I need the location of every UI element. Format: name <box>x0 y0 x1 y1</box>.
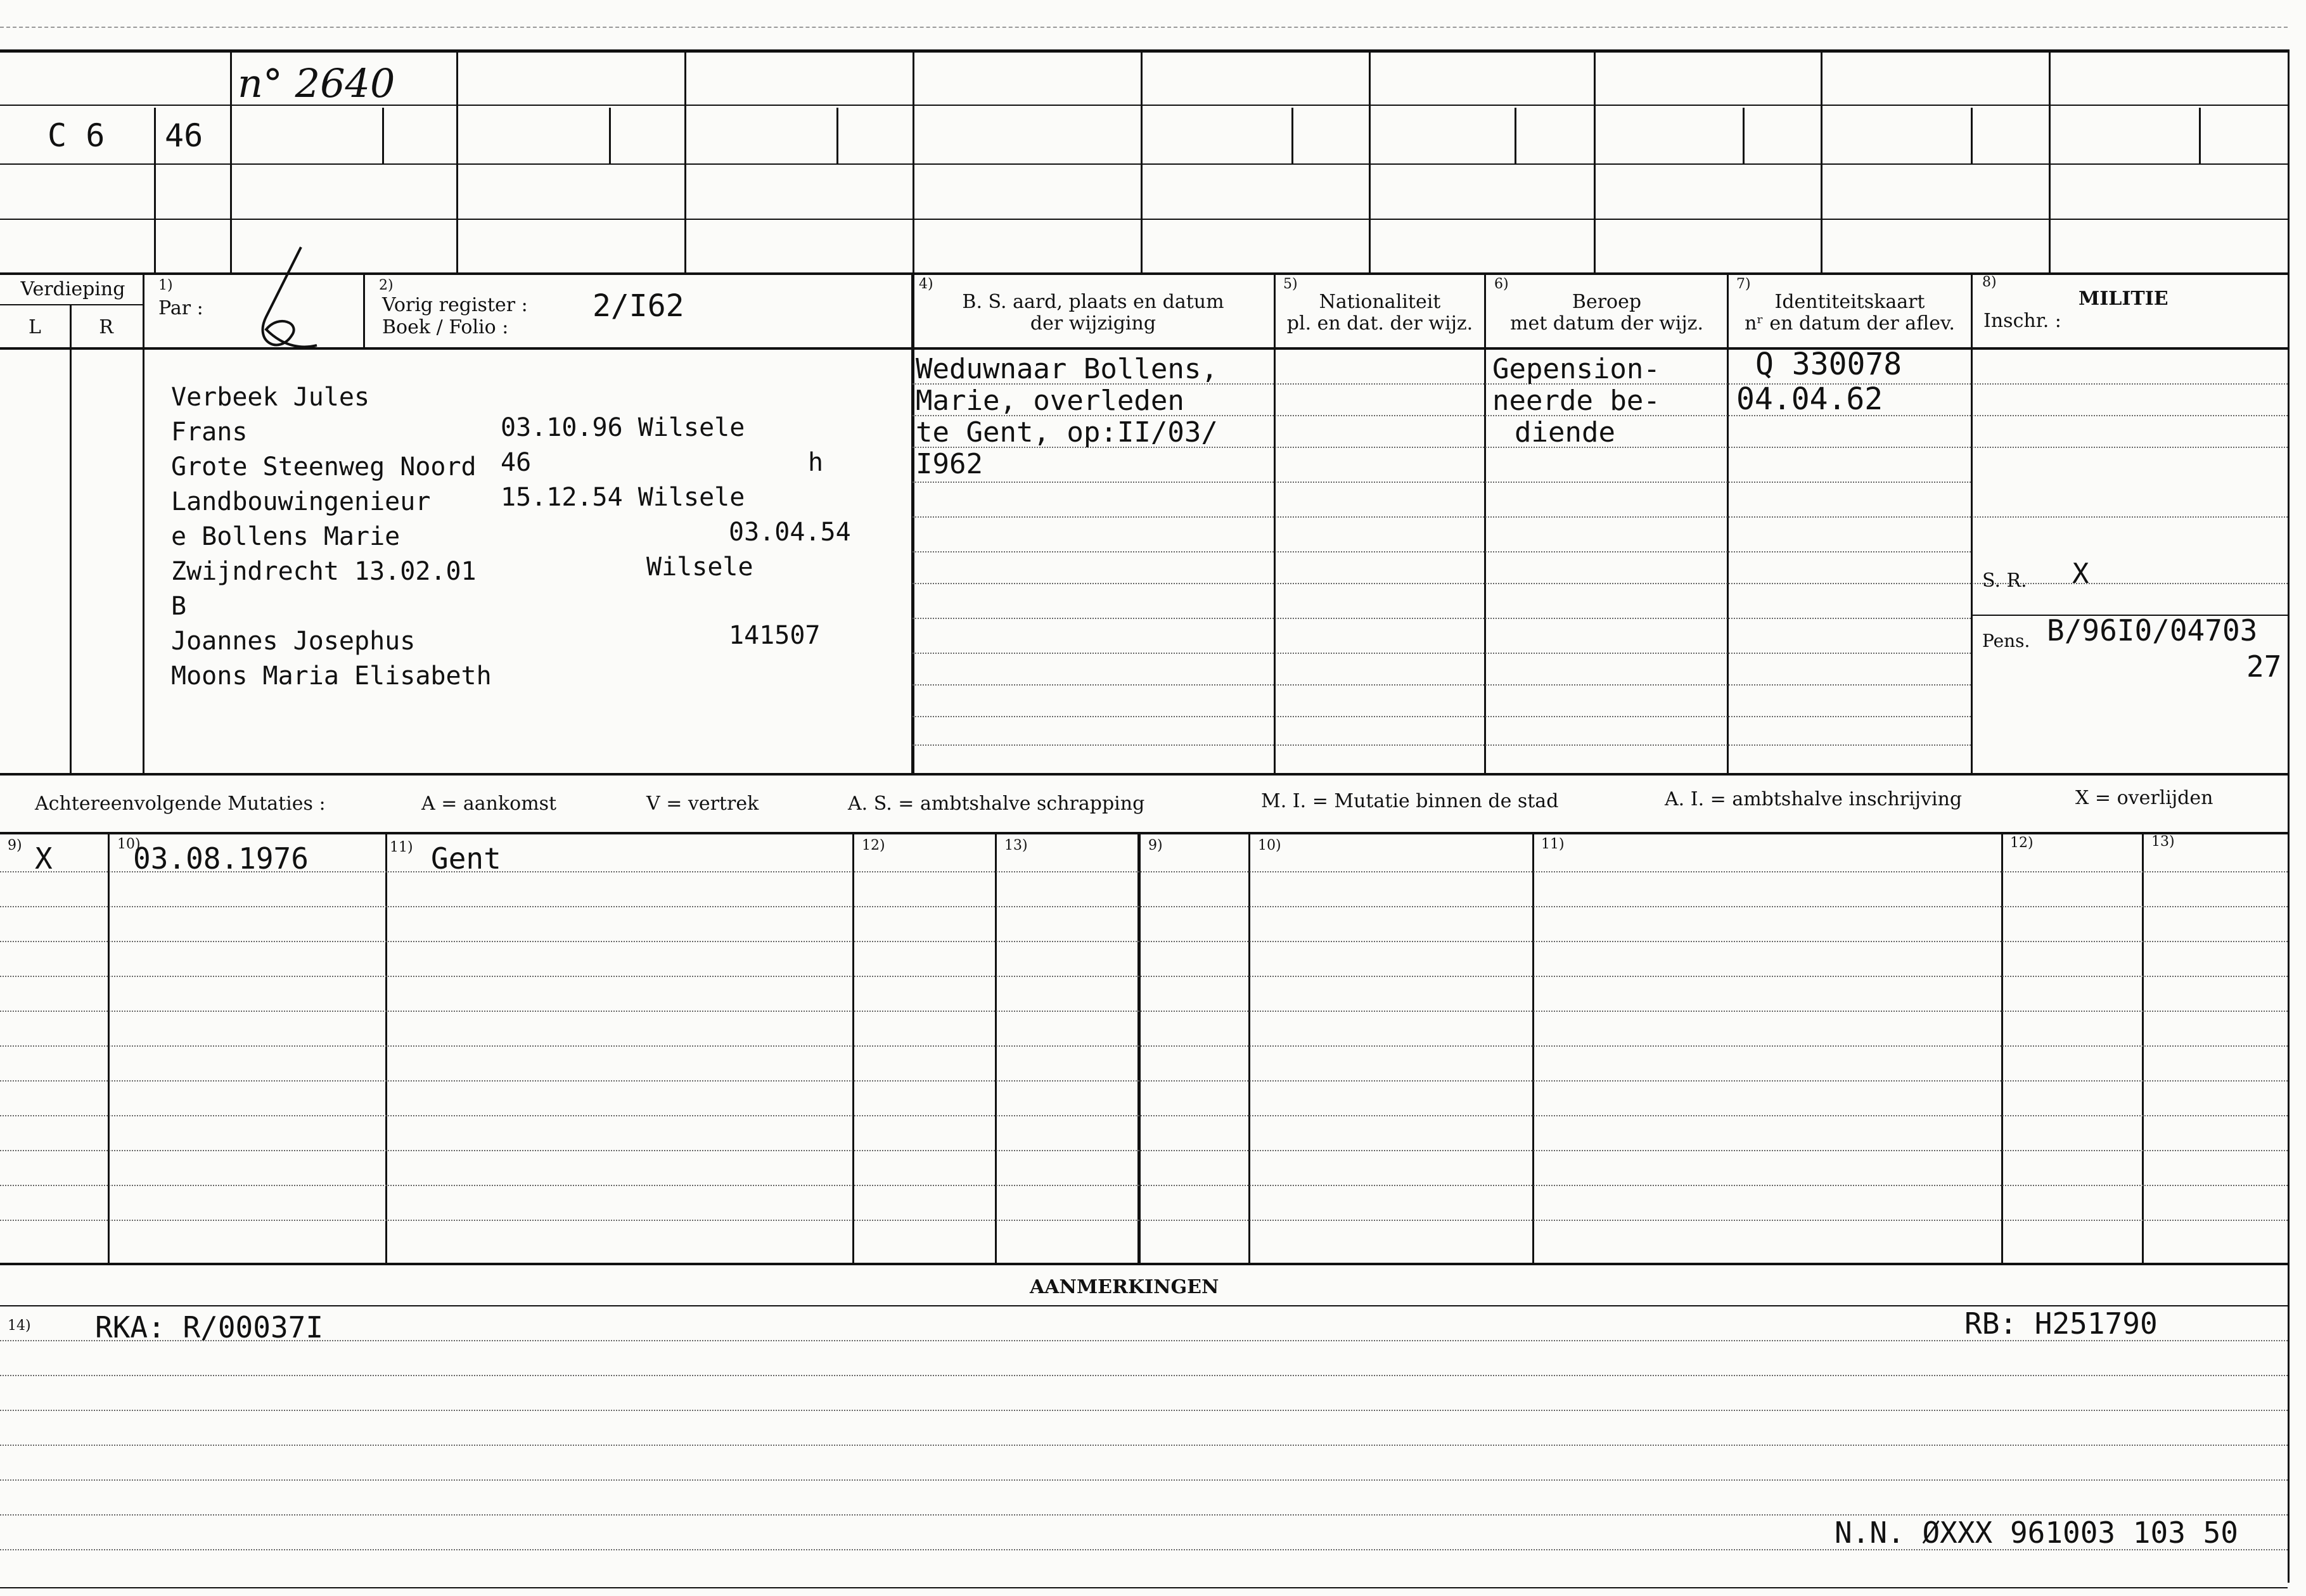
boek-folio-label: Boek / Folio : <box>382 316 509 338</box>
nationaliteit-header <box>1277 291 1483 335</box>
beroep-entry <box>1492 354 1660 449</box>
bs-header-line2: der wijziging <box>1030 312 1156 335</box>
person-line-b: B <box>171 592 187 621</box>
bs-entry-line4: I962 <box>916 448 983 480</box>
mut-col-12a: 12) <box>862 838 885 853</box>
nationaliteit-line2: pl. en dat. der wijz. <box>1286 312 1473 335</box>
col-number-4: 4) <box>919 276 933 292</box>
vorig-register-value: 2/I62 <box>593 288 684 324</box>
identiteitskaart-header <box>1730 291 1970 335</box>
remarks-number: 14) <box>8 1318 31 1334</box>
person-line-address: Grote Steenweg Noord <box>171 452 477 482</box>
register-number: n° 2640 <box>238 60 395 106</box>
bs-entry-line2: Marie, overleden <box>916 385 1184 417</box>
person-place3: Wilsele <box>646 552 753 582</box>
inschr-label: Inschr. : <box>1983 310 2061 332</box>
identiteitskaart-line1: Identiteitskaart <box>1774 291 1925 313</box>
col-number-1: 1) <box>158 278 173 293</box>
mutation-place: Gent <box>431 841 501 876</box>
beroep-line2: met datum der wijz. <box>1510 312 1703 335</box>
verdieping-label: Verdieping <box>20 278 125 300</box>
beroep-header <box>1488 291 1726 335</box>
remarks-rb: RB: H251790 <box>1964 1306 2158 1341</box>
par-label: Par : <box>158 297 203 319</box>
legend-schrapping: A. S. = ambtshalve schrapping <box>848 793 1145 815</box>
person-line-firstname: Frans <box>171 418 248 447</box>
remarks-rka: RKA: R/00037I <box>95 1310 324 1344</box>
bs-header-line1: B. S. aard, plaats en datum <box>962 291 1224 313</box>
mut-col-10a: 10) <box>117 836 141 852</box>
person-date2: 15.12.54 Wilsele <box>501 483 745 512</box>
person-line-spouse-birth: Zwijndrecht 13.02.01 <box>171 557 477 586</box>
mut-col-12b: 12) <box>2010 835 2034 851</box>
sr-value: X <box>2072 558 2089 590</box>
legend-inschrijving: A. I. = ambtshalve inschrijving <box>1665 788 1963 810</box>
legend-vertrek: V = vertrek <box>646 793 759 815</box>
pens-value: B/96I0/04703 <box>2047 613 2258 648</box>
bs-entry-line1: Weduwnaar Bollens, <box>916 353 1218 385</box>
sector-code: C 6 <box>48 117 105 154</box>
bs-header <box>916 291 1271 335</box>
pens-label: Pens. <box>1982 630 2030 651</box>
id-entry-number: Q 330078 <box>1755 347 1902 382</box>
mut-col-13b: 13) <box>2151 834 2175 850</box>
person-line-father: Joannes Josephus <box>171 627 416 656</box>
mut-col-9b: 9) <box>1148 838 1163 853</box>
person-date3: 03.04.54 <box>729 518 851 547</box>
beroep-entry-line2: neerde be- <box>1492 385 1660 417</box>
legend-aankomst: A = aankomst <box>421 793 557 815</box>
person-birth: 03.10.96 Wilsele <box>501 413 745 442</box>
l-label: L <box>29 316 41 338</box>
person-house: 46 <box>501 448 532 477</box>
mut-col-9a: 9) <box>8 838 22 853</box>
remarks-nn: N.N. ØXXX 961003 103 50 <box>1835 1516 2238 1550</box>
house-number: 46 <box>165 117 203 154</box>
bs-entry-line3: te Gent, op:II/03/ <box>916 416 1218 449</box>
id-entry <box>1736 347 1902 417</box>
legend-overlijden: X = overlijden <box>2075 787 2213 809</box>
person-line-spouse: e Bollens Marie <box>171 522 400 551</box>
r-label: R <box>99 316 113 338</box>
mut-col-11a: 11) <box>390 839 413 855</box>
person-block <box>171 380 492 694</box>
mut-col-10b: 10) <box>1258 838 1281 853</box>
bs-entry <box>916 354 1218 480</box>
beroep-line1: Beroep <box>1572 291 1642 313</box>
identiteitskaart-line2: nʳ en datum der aflev. <box>1745 312 1955 335</box>
mutation-type: X <box>35 841 53 876</box>
remarks-title: AANMERKINGEN <box>1030 1276 1219 1298</box>
col-number-6: 6) <box>1494 276 1509 292</box>
person-code: 141507 <box>729 621 821 650</box>
sr-label: S. R. <box>1982 570 2027 592</box>
pens-extra: 27 <box>2246 649 2282 684</box>
id-entry-date: 04.04.62 <box>1736 381 1883 417</box>
person-h: h <box>808 448 824 477</box>
legend-mutatie: M. I. = Mutatie binnen de stad <box>1261 790 1559 812</box>
col-number-5: 5) <box>1283 276 1298 292</box>
beroep-entry-line3: diende <box>1515 416 1615 449</box>
person-line-mother: Moons Maria Elisabeth <box>171 661 492 691</box>
mut-col-13a: 13) <box>1004 838 1028 853</box>
mutation-date: 03.08.1976 <box>133 841 309 876</box>
beroep-entry-line1: Gepension- <box>1492 353 1660 385</box>
militie-header: MILITIE <box>2079 288 2168 310</box>
person-line-name: Verbeek Jules <box>171 383 370 412</box>
col-number-7: 7) <box>1736 276 1751 292</box>
mut-col-11b: 11) <box>1541 836 1565 852</box>
vorig-register-label: Vorig register : <box>382 294 528 316</box>
mutations-legend-title: Achtereenvolgende Mutaties : <box>35 793 326 815</box>
person-line-profession: Landbouwingenieur <box>171 487 431 516</box>
col-number-2: 2) <box>379 278 394 293</box>
nationaliteit-line1: Nationaliteit <box>1319 291 1441 313</box>
col-number-8: 8) <box>1982 274 1997 290</box>
par-handwritten-mark <box>241 241 323 361</box>
